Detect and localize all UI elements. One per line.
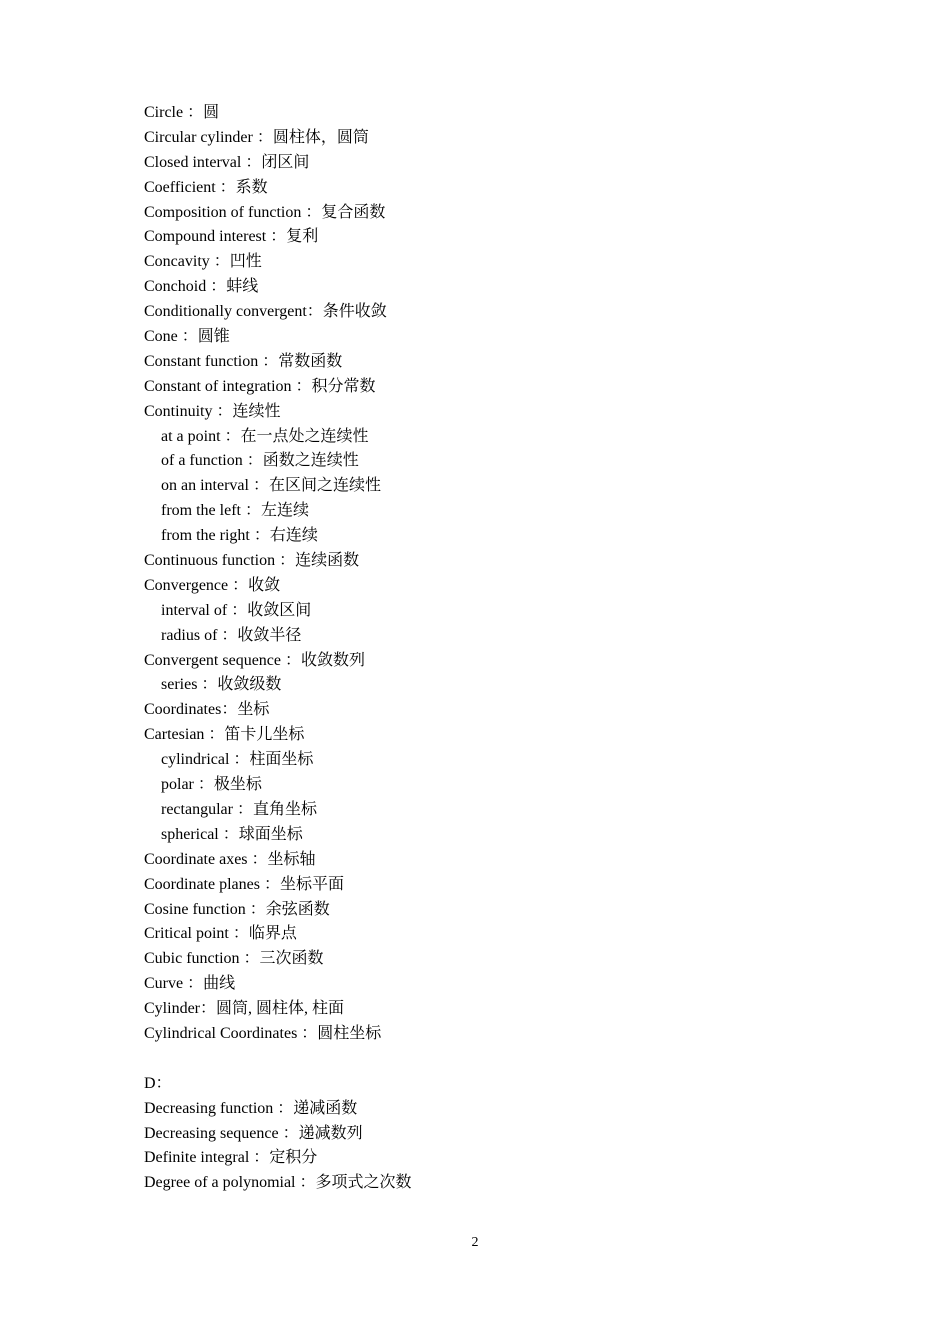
- glossary-entry: Coordinate axes ：坐标轴: [144, 850, 316, 868]
- glossary-subentry: cylindrical ：柱面坐标: [161, 751, 314, 769]
- glossary-subentry: series ：收敛级数: [161, 676, 282, 694]
- glossary-entry: Cosine function ：余弦函数: [144, 900, 330, 918]
- glossary-subentry: on an interval ：在区间之连续性: [161, 477, 381, 495]
- glossary-entry: Cone ：圆锥: [144, 328, 230, 346]
- glossary-subentry: interval of ：收敛区间: [161, 601, 312, 619]
- glossary-subentry: from the left ：左连续: [161, 502, 309, 520]
- glossary-entry: Cylinder：圆筒, 圆柱体, 柱面: [144, 1000, 344, 1018]
- page-number: 2: [471, 1235, 479, 1250]
- glossary-subentry: of a function ：函数之连续性: [161, 452, 359, 470]
- glossary-entry: Continuous function ：连续函数: [144, 552, 360, 570]
- glossary-entry: Composition of function ：复合函数: [144, 203, 386, 221]
- glossary-entry: Circle ：圆: [144, 104, 220, 121]
- glossary-entry: Degree of a polynomial ：多项式之次数: [144, 1174, 412, 1192]
- glossary-entry: Decreasing function ：递减函数: [144, 1099, 358, 1117]
- glossary-entry: Continuity ：连续性: [144, 402, 281, 420]
- blank-line: [144, 1047, 844, 1072]
- glossary-entry: Circular cylinder ：圆柱体，圆筒: [144, 128, 369, 146]
- glossary-entry: Concavity ：凹性: [144, 253, 262, 271]
- glossary-subentry: at a point ：在一点处之连续性: [161, 427, 369, 445]
- glossary-entry: Closed interval ：闭区间: [144, 153, 310, 171]
- glossary-entry: Cubic function ：三次函数: [144, 950, 324, 968]
- glossary-entry: Curve ：曲线: [144, 975, 236, 993]
- glossary-entry: Coordinates：坐标: [144, 701, 270, 719]
- glossary-subentry: polar ：极坐标: [161, 776, 262, 794]
- glossary-entry: D：: [144, 1074, 172, 1092]
- glossary-entry: Constant of integration ：积分常数: [144, 377, 376, 395]
- glossary-entry: Cylindrical Coordinates ：圆柱坐标: [144, 1024, 382, 1042]
- glossary-entry: Coefficient ：系数: [144, 178, 268, 196]
- glossary-entry: Conditionally convergent：条件收敛: [144, 303, 387, 321]
- glossary-subentry: from the right ：右连续: [161, 527, 318, 545]
- glossary-entry: Coordinate planes ：坐标平面: [144, 875, 344, 893]
- glossary-entry: Critical point ：临界点: [144, 925, 297, 943]
- glossary-entry: Compound interest ：复利: [144, 228, 319, 246]
- glossary-subentry: spherical ：球面坐标: [161, 825, 303, 843]
- glossary-entry: Convergent sequence ：收敛数列: [144, 651, 365, 669]
- glossary-entry: Cartesian ：笛卡儿坐标: [144, 726, 305, 744]
- glossary-entry: Definite integral ：定积分: [144, 1149, 318, 1167]
- glossary-entry: Convergence ：收敛: [144, 576, 281, 594]
- glossary-entry: Conchoid ：蚌线: [144, 278, 259, 296]
- glossary-entry: Constant function ：常数函数: [144, 352, 343, 370]
- glossary-subentry: radius of ：收敛半径: [161, 626, 302, 644]
- glossary-list: [144, 101, 844, 1196]
- glossary-subentry: rectangular ：直角坐标: [161, 800, 317, 818]
- glossary-entry: Decreasing sequence ：递减数列: [144, 1124, 363, 1142]
